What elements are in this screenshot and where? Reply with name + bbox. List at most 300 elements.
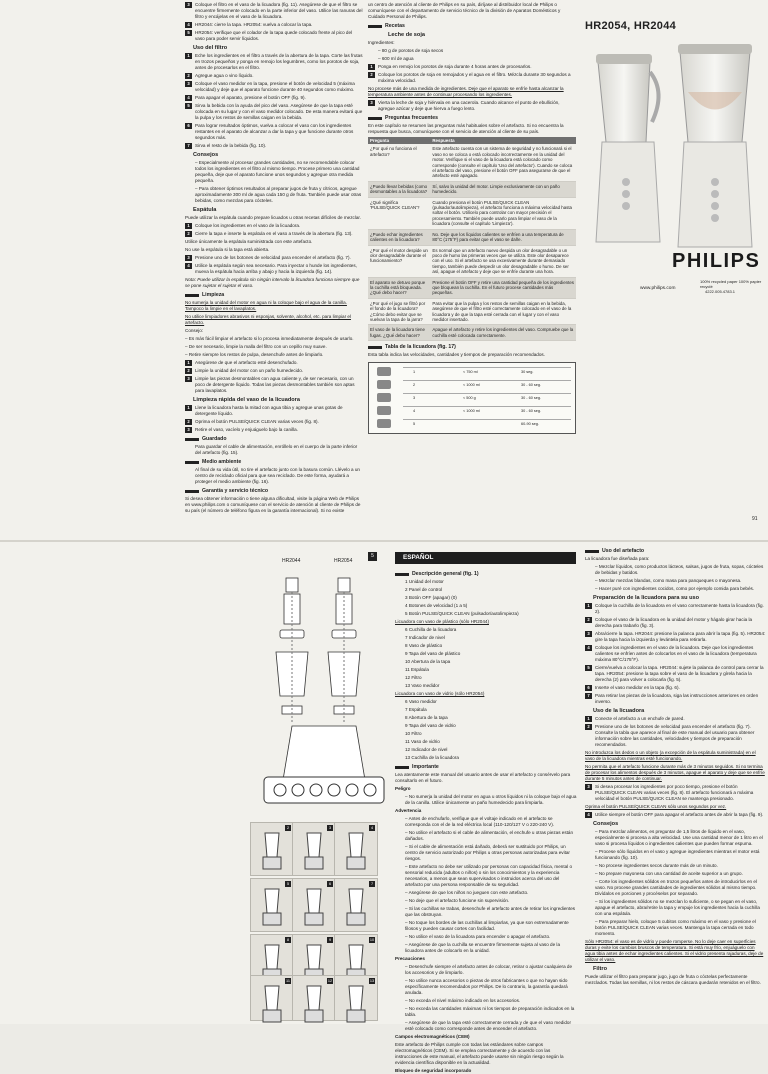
step-text: HR2044: cierre la tapa. HR2054: vuelva a colocar la tapa. (195, 22, 313, 27)
guardado-text: Para guardar el cable de alimentación, enróllelo en el cuerpo de la parte inferior del artefacto (fig. 15). (195, 444, 358, 455)
step-number: 4 (585, 812, 592, 818)
list-item-text: 12 Filtro (405, 675, 422, 680)
list-item (405, 579, 577, 585)
step-number: 1 (585, 603, 592, 609)
website-url: www.philips.com (640, 286, 676, 291)
list-item (405, 942, 577, 954)
figure-number: 2 (286, 826, 290, 830)
figure-thumbnail (334, 975, 378, 1021)
list-item (405, 890, 577, 896)
uso-licuadora-heading: Uso de la licuadora (593, 708, 645, 714)
cem-text: Este artefacto de Philips cumple con todas las estándares sobre campos electromagnéticos (CEM). Si se emplea correctamente y de acuerdo con las instrucciones de este manual, el artefacto puede usarse sin ningún riesgo según la evidencia científica disponible en la actualidad. (395, 1042, 564, 1065)
list-item (185, 336, 363, 342)
faq-answer: Cuando presiona el botón PULSE/QUICK CLEAN (pulsador/autolimpieza), el artefacto funciona a máxima velocidad hasta soltar el botón. Utilícelo para controlar con mayor precisión el procesamiento. También puede usarlo para limpiar el vaso de la licuadora (consulte el capítulo 'Limpieza'). (430, 197, 576, 229)
list-item (405, 998, 577, 1004)
table-row (403, 367, 571, 377)
faq-question: ¿Puedo echar ingredientes calientes en la licuadora? (368, 229, 430, 245)
step-item (585, 812, 766, 818)
bullet-icon: – (595, 879, 599, 884)
step-item (185, 53, 363, 71)
list-item-text: Desenchufe siempre el artefacto antes de colocar, retirar o ajustar cualquiera de los accesorios y de limpiarlo. (405, 964, 573, 975)
list-item-text: 6 Vaso medidor (405, 699, 437, 704)
list-item (378, 56, 576, 62)
step-text: Coloque los porotos de soja en remojados y el agua en el filtro. Mézcla durante 30 segundos a máxima velocidad. (378, 72, 571, 83)
list-item (405, 1006, 577, 1018)
step-text: Asegúrese de que el artefacto esté desenchufado. (195, 360, 298, 365)
step-item (185, 368, 363, 374)
faq-intro: En este capítulo se resumen las preguntas más habituales sobre el artefacto. Si no encuentra la respuesta que busca, comuníquese con el servicio de atención al cliente de su país. (368, 123, 564, 134)
list-item-text: Asegúrese de que la tapa esté correctamente cerrada y de que el vaso medidor esté colocado como corresponde antes de encender el artefacto. (405, 1020, 571, 1031)
table-cell: 3 (413, 396, 416, 401)
table-row (403, 393, 571, 403)
list-item (185, 239, 363, 245)
list-item (405, 747, 577, 753)
ingredientes-label: Ingredientes: (368, 40, 395, 45)
list-item-text: No use la espátula si la tapa está abierta. (185, 247, 270, 252)
step-number: 3 (185, 2, 192, 8)
list-item (378, 48, 576, 54)
step-text: Llene la licuadora hasta la mitad con agua tibia y agregue unas gotas de detergente líquido. (195, 405, 343, 416)
list-item-text: 10 Filtro (405, 731, 422, 736)
consejos-heading: Consejos (193, 152, 219, 158)
figure-thumbnail (250, 975, 294, 1021)
rapida-heading: Limpieza rápida del vaso de la licuadora (193, 397, 300, 403)
step-number: 1 (185, 405, 192, 411)
table-cell: < 750 ml (463, 370, 478, 375)
step-item (585, 784, 766, 802)
bullet-icon: – (405, 942, 409, 947)
step-item (585, 645, 766, 663)
step-item (185, 376, 363, 394)
step-text: Para lograr resultados óptimos, vuelva a colocar el vaso con los ingredientes restantes en el aparato de alcanzar a dar la tapa y que funcione durante otros segundos más. (195, 123, 354, 140)
list-item-text: No toque los bordes de las cuchillas al limpiarlas, ya que son extremadamente filosos y pueden causar cortes con facilidad. (405, 920, 569, 931)
bullet-icon: – (378, 48, 382, 53)
list-item-text: 8 Vaso de plástico (405, 643, 443, 648)
list-item-text: 2 Panel de control (405, 587, 443, 592)
step-text: Presione uno de los botones de velocidad para encender el artefacto (fig. 7). Consulte la tabla que aparece al final de este manual del usuario para obtener información sobre las cantidades, velocidades y tiempos de preparación recomendados. (595, 724, 755, 747)
list-item-text: 6 Cuchilla de la licuadora (405, 627, 457, 632)
step-item (185, 123, 363, 141)
list-item (185, 247, 363, 253)
pulse-note: Oprima el botón PULSE/QUICK CLEAN sólo unos segundos por vez. (585, 804, 727, 809)
list-item-text: 3 Botón OFF (apagar) (0) (405, 595, 457, 600)
list-item (405, 643, 577, 649)
list-item-text: Mezclar mezclas blandas, como masa para panqueques o mayonesa. (598, 578, 742, 583)
list-item-text: Especialmente al procesar grandes cantidades, no se recomendable colocar todos los ingredientes en el filtro al mismo tiempo. Procese primero una cantidad pequeña, deje que el aparato funcione unos segundos y agregue otra medida pequeña. (195, 160, 360, 183)
step-text: Si desea procesar los ingredientes por poco tiempo, presione el botón PULSE/QUICK CLEAN varias veces (fig. 8). El artefacto funcionará a máxima velocidad el botón PULSE/QUICK CLEAN se mantenga presionado. (595, 784, 754, 801)
step-item (185, 143, 363, 149)
leche-heading: Leche de soja (388, 32, 425, 38)
bullet-icon: – (595, 849, 599, 854)
list-item-text: 9 Tapa del vaso de plástico (405, 651, 461, 656)
tabla-heading: Tabla de la licuadora (fig. 17) (368, 344, 576, 350)
figure-number: 7 (370, 882, 374, 886)
faq-answer: Para evitar que la pulpa y los restos de semillas caigan en la bebida, asegúrese de que el filtro esté correctamente colocado en el vaso de la licuadora y de que la tapa esté cerrada con el lugar y con el vaso medidor insertado. (430, 298, 576, 325)
consejos-heading-2: Consejos (593, 821, 619, 827)
bullet-icon: – (195, 186, 199, 191)
tabla-intro: Esta tabla indica las velocidades, cantidades y tiempos de preparación recomendados. (368, 352, 545, 358)
list-item (405, 715, 577, 721)
list-item (595, 899, 766, 917)
list-item-text: No utilice el vaso de la licuadora para encender o apagar el artefacto. (408, 934, 551, 939)
bullet-icon: – (595, 863, 599, 868)
bullet-icon: – (378, 56, 382, 61)
step-text: Inserte el vaso medidor en la tapa (fig. 6). (595, 685, 680, 690)
list-item (405, 816, 577, 828)
list-item (195, 160, 363, 184)
table-cell: 4 (413, 409, 416, 414)
document-code: 4222.005.4783.1 (705, 289, 736, 294)
list-item-text: Para preparar hielo, coloque 5 cubitos como máximo en el vaso y presione el botón PULSE/QUICK CLEAN varias veces. Mantenga la tapa cerrada en todo momento. (595, 919, 756, 936)
bullet-icon: – (595, 564, 599, 569)
step-number: 3 (185, 427, 192, 433)
table-cell: 60-90 seg. (521, 422, 539, 427)
list-item (405, 978, 577, 996)
step-text: Coloque la cuchilla de la licuadora en el vaso correctamente hasta la licuadora (fig. 2). (595, 603, 764, 614)
step-text: Sirva la bebida con la ayuda del pico del vaso. Asegúrese de que la tapa esté colocada en su lugar y con el vaso medidor colocado. De esta manera evitará que la pulpa y los restos de semillas caigan en la bebida. (195, 103, 363, 120)
bullet-icon: – (405, 934, 409, 939)
step-number: 5 (585, 665, 592, 671)
list-item (405, 587, 577, 593)
vaso-vidrio-heading: Licuadora con vaso de vidrio (sólo HR2054) (395, 691, 485, 696)
figure-thumbnail (250, 878, 294, 932)
list-item-text: Si el cable de alimentación está dañado, deberá ser sustituido por Philips, un centro de servicio autorizado por Philips u otras personas autorizadas para evitar riesgos. (405, 844, 570, 861)
list-item (405, 906, 577, 918)
table-cell: < 1000 ml (463, 383, 480, 388)
step-number: 4 (185, 22, 192, 28)
step-number: 7 (185, 143, 192, 149)
list-item (595, 863, 766, 869)
faq-question: ¿Por qué no funciona el artefacto? (368, 144, 430, 181)
bullet-icon: – (595, 829, 599, 834)
table-row (368, 197, 576, 229)
step-number: 1 (185, 360, 192, 366)
figure-number: 3 (328, 826, 332, 830)
list-item (405, 595, 577, 601)
step-number: 2 (368, 72, 375, 78)
list-item (595, 586, 766, 592)
bullet-icon: – (185, 352, 189, 357)
model-title: HR2054, HR2044 (585, 20, 677, 32)
faq-header-question: Pregunta (368, 137, 430, 144)
bullet-icon: – (405, 864, 409, 869)
list-item (405, 659, 577, 665)
bullet-icon: – (405, 906, 409, 911)
step-item (185, 360, 363, 366)
figure-number: 5 (286, 882, 290, 886)
step-item (185, 223, 363, 229)
list-item-text: Si las cuchillas se trabas, desenchufe el artefacto antes de retirar los ingredientes que las obstruyan. (405, 906, 576, 917)
faq-question: ¿Por qué el jugo se filtró por el fondo de la licuadora? ¿Cómo debo evitar que se vuelvan la tapa de la jarra? (368, 298, 430, 325)
step-text: HR2054: verifique que el colador de la tapa quede colocado frente al pico del vaso para poder servir líquidos. (195, 30, 353, 41)
recycle-note: 100% recycled paper 100% papier recyclé (700, 279, 762, 289)
list-item-text: Corte los ingredientes sólidos en trozos pequeños antes de introducirlos en el vaso. No procese grandes cantidades de ingredientes sólidos al mismo tiempo. Divídalos en porciones y procéselos por separado. (595, 879, 757, 896)
step-text: Utilice siempre el botón OFF para apagar el artefacto antes de abrir la tapa (fig. 9). (595, 812, 764, 817)
recetas-heading: Recetas (368, 23, 576, 29)
medio-ambiente-text: Al final de su vida útil, no tire el artefacto junto con la basura común. Llévelo a un centro de reciclado oficial para que sea reciclado. De este forma, ayudará a proteger el medio ambiente (fig. 16). (195, 467, 360, 484)
step-item (585, 716, 766, 722)
faq-answer: Sí, salvo la unidad del motor. Limpie exclusivamente con un paño humedecido. (430, 181, 576, 197)
step-item (185, 231, 363, 237)
faq-question: ¿Qué significa 'PULSE/QUICK CLEAN'? (368, 197, 430, 229)
step-item (585, 617, 766, 629)
faq-answer: Presione el botón OFF y retire una cantidad pequeña de los ingredientes que bloquean la cuchilla. En el futuro procese cantidades más pequeñas. (430, 277, 576, 298)
step-number: 2 (185, 419, 192, 425)
list-item (405, 864, 577, 888)
step-item (185, 103, 363, 121)
blender-product-photo (580, 32, 766, 272)
step-text: Presione uno de los botones de velocidad para encender el artefacto (fig. 7). (195, 255, 351, 260)
list-item-text: Utilice únicamente la espátula suministrada con este artefacto. (185, 239, 313, 244)
step-number: 3 (585, 784, 592, 790)
step-text: Coloque el vaso medidor en la tapa, presione el botón de velocidad 5 (máxima velocidad) y deje que el aparato funcione durante 40 segundos como máximo. (195, 81, 355, 92)
prep-heading: Preparación de la licuadora para su uso (593, 595, 700, 601)
step-number: 2 (185, 231, 192, 237)
diagram-label-hr2054: HR2054 (334, 558, 353, 564)
table-row (403, 419, 571, 429)
step-item (585, 631, 766, 643)
figure-number: 11 (286, 979, 290, 983)
step-item (185, 73, 363, 79)
bullet-icon: – (595, 871, 599, 876)
step-item (185, 81, 363, 93)
bullet-icon: – (405, 890, 409, 895)
espanol-banner: ESPAÑOL (395, 552, 576, 564)
step-item (185, 427, 363, 433)
bullet-icon: – (595, 578, 599, 583)
table-cell: < 1000 ml (463, 409, 480, 414)
blender-table-figure (368, 362, 576, 434)
step-number: 4 (585, 645, 592, 651)
table-cell: 30 - 60 seg. (521, 409, 542, 414)
table-cell: 30 - 60 seg. (521, 383, 542, 388)
step-item (368, 64, 576, 70)
step-number: 4 (185, 95, 192, 101)
step-item (185, 2, 363, 20)
figure-thumbnail (292, 878, 336, 932)
list-item (405, 675, 577, 681)
step-text: Cierre la tapa e inserte la espátula en el vaso a través de la abertura (fig. 13). (195, 231, 353, 236)
bullet-icon: – (405, 964, 409, 969)
list-item-text: Procese sólo líquidos en el vaso y agregue ingredientes mientras el motor está funcionando (fig. 10). (595, 849, 760, 860)
step-item (185, 95, 363, 101)
list-item (405, 844, 577, 862)
faq-question: El aparato se detuvo porque la cuchilla está bloqueada. ¿Qué debo hacer? (368, 277, 430, 298)
list-item-text: 10 Abertura de la tapa (405, 659, 451, 664)
espatula-heading: Espátula (193, 207, 217, 213)
faq-answer: No. Deje que los líquidos calientes se enfríen a una temperatura de 80°C (175°F) para evitar que el vaso se dañe. (430, 229, 576, 245)
advertencia-heading: Advertencia (395, 808, 422, 813)
list-item (405, 699, 577, 705)
list-item-text: Hacer puré con ingredientes cocidos, como por ejemplo comida para bebés. (598, 586, 755, 591)
faq-table (368, 137, 576, 341)
section-number-badge: 5 (368, 552, 377, 561)
table-cell: 30 seg. (521, 370, 534, 375)
bullet-icon: – (405, 998, 409, 1003)
list-item-text: Para obtener óptimos resultados al preparar jugos de fruta y cítricos, agregue aproximadamente 300 ml de agua cada 150 g de fruta. También puede usar otras bebidas, como mezclas para cócteles. (195, 186, 362, 203)
list-item (405, 739, 577, 745)
step-number: 1 (585, 716, 592, 722)
list-item (405, 830, 577, 842)
limpieza-heading: Limpieza (185, 292, 363, 298)
step-text: Coloque los ingredientes en el vaso de la licuadora. Deje que los ingredientes calientes se enfríen antes de colocarlos en el vaso de la licuadora (temperatura máxima 80°C/175°F). (595, 645, 757, 662)
limpieza-consejo-label: Consejo: (185, 328, 204, 333)
list-item (405, 731, 577, 737)
list-item (405, 755, 577, 761)
table-row (368, 325, 576, 341)
list-item (185, 352, 363, 358)
figure-thumbnail (292, 975, 336, 1021)
filtro-heading: Uso del filtro (193, 45, 228, 51)
step-text: Para apagar el aparato, presione el botón OFF (fig. 9). (195, 95, 306, 100)
list-item-text: No exceda las cantidades máximas ni los tiempos de preparación indicados en la tabla. (405, 1006, 575, 1017)
list-item (405, 794, 577, 806)
list-item-text: No utilice nunca accesorios o piezas de otros fabricantes o que no hayan sido específicamente recomendados por Philips. De lo contrario, la garantía quedará anulada. (405, 978, 568, 995)
descripcion-heading: Descripción general (fig. 1) (395, 571, 577, 577)
exploded-diagram (262, 556, 392, 796)
step-item (185, 255, 363, 261)
list-item-text: 13 Vaso medidor (405, 683, 440, 688)
figure-number: 12 (327, 979, 333, 983)
step-text: Eche los ingredientes en el filtro a través de la abertura de la tapa. Corte las frutas en trozos pequeños y ponga en remojo los legumbres, como los porotos de soja, antes de procesarlos en el filtro. (195, 53, 363, 70)
step-text: Conecte el artefacto a un enchufe de pared. (595, 716, 685, 721)
step-item (185, 405, 363, 417)
step-text: Para retirar las piezas de la licuadora, siga las instrucciones anteriores en orden inverso. (595, 693, 759, 704)
step-item (185, 263, 363, 275)
step-item (585, 603, 766, 615)
step-text: Abra/cierre la tapa. HR2044: presione la palanca para abrir la tapa (fig. 5). HR2054: gire la tapa hacia la izquierda y levántela para retirarla. (595, 631, 766, 642)
list-item (405, 667, 577, 673)
faq-heading: Preguntas frecuentes (368, 115, 576, 121)
list-item (595, 578, 766, 584)
bullet-icon: – (405, 898, 409, 903)
figure-thumbnail (292, 822, 336, 876)
step-text: Agregue agua o vino líquido. (195, 73, 254, 78)
step-item (185, 419, 363, 425)
faq-question: El vaso de la licuadora tiene fugas. ¿Qué debo hacer? (368, 325, 430, 341)
figure-number: 4 (370, 826, 374, 830)
step-number: 6 (185, 123, 192, 129)
step-item (585, 665, 766, 683)
table-row (368, 229, 576, 245)
bloqueo-heading: Bloqueo de seguridad incorporado (395, 1068, 472, 1073)
uso-warning-2: No permita que el artefacto funcione durante más de 3 minutos seguidos. Si no termina de procesar los alimentos después de 3 minutos, apague el aparato y deje que se enfríe durante 5 minutos antes de continuar. (585, 764, 765, 781)
instructions-column-2 (368, 2, 576, 522)
importante-text: Lea atentamente este manual del usuario antes de usar el artefacto y consérvelo para consultarlo en el futuro. (395, 772, 571, 783)
list-item-text: 7 Espátula (405, 707, 427, 712)
bullet-icon: – (405, 830, 409, 835)
step-text: Coloque el filtro en el vaso de la licuadora (fig. 11). Asegúrese de que el filtro se encuentre firmemente colocado en la parte inferior del vaso. Utilice las ranuras del filtro y encájelas en el vaso de la licuadora. (195, 2, 363, 19)
list-item (405, 683, 577, 689)
list-item-text: 9 Tapa del vaso de vidrio (405, 723, 456, 728)
step-text: Retire el vaso, vacíelo y enjuáguelo bajo la canilla. (195, 427, 298, 432)
list-item (595, 564, 766, 576)
list-item-text: 7 Indicador de nivel (405, 635, 445, 640)
list-item (405, 964, 577, 976)
faq-question: ¿Por qué el motor despide un olor desagradable durante el funcionamiento? (368, 245, 430, 277)
list-item (185, 344, 363, 350)
list-item (595, 871, 766, 877)
limpieza-warning-2: No utilice limpiadores abrasivos ni esponjas, solvente, alcohol, etc. para limpiar el artefacto. (185, 314, 351, 325)
list-item (405, 603, 577, 609)
list-item (405, 707, 577, 713)
bullet-icon: – (405, 920, 409, 925)
figure-number: 6 (328, 882, 332, 886)
figure-thumbnail (250, 822, 294, 876)
figure-number: 10 (369, 938, 375, 942)
step-text: Limpie las piezas desmontables con agua caliente y, de ser necesario, con un poco de detergente líquido. Todas las piezas desmontables también son aptas para lavaplatos. (195, 376, 355, 393)
bullet-icon: – (595, 586, 599, 591)
table-row (368, 181, 576, 197)
list-item (595, 829, 766, 847)
list-item-text: 5 Botón PULSE/QUICK CLEAN (pulsador/autolimpieza) (405, 611, 519, 616)
service-intro: un centro de atención al cliente de Philips en su país, diríjase al distribuidor local de Philips o comuníquese con el departamento de servicio técnico de la división de Aparatos Domésticos y Cuidado Personal de Philips. (368, 2, 561, 19)
step-item (368, 72, 576, 84)
garantia-heading: Garantía y servicio técnico (185, 488, 363, 494)
step-number: 2 (185, 368, 192, 374)
step-number: 3 (185, 255, 192, 261)
list-item-text: Si los ingredientes sólidos no se mezclan lo suficiente, o se pegan en el vaso, apague el artefacto, abra/retire la tapa y empuje los ingredientes hacia la cuchilla con una espátula. (595, 899, 760, 916)
list-item-text: Para mezclar alimentos, es preguntar de 1,5 litros de líquido en el vaso, especialmente si procesa a alta velocidad. Use una cantidad menor de 1 litro en el vaso si procesa líquidos o ingredientes calientes que pueden formar espuma. (595, 829, 763, 846)
list-item-text: No utilice el artefacto si el cable de alimentación, el enchufe u otras piezas están dañados. (405, 830, 574, 841)
step-number: 1 (185, 53, 192, 59)
step-item (185, 22, 363, 28)
list-item (595, 849, 766, 861)
table-row (368, 277, 576, 298)
step-text: Coloque los ingredientes en el vaso de la licuadora. (195, 223, 301, 228)
bullet-icon: – (185, 344, 189, 349)
step-number: 7 (585, 693, 592, 699)
list-item (595, 919, 766, 937)
vaso-plastico-heading: Licuadora con vaso de plástico (sólo HR2044) (395, 619, 489, 624)
bullet-icon: – (595, 919, 599, 924)
list-item-text: Antes de enchufarlo, verifique que el voltaje indicado en el artefacto se corresponda con el de la red eléctrica local (110-120/127 V o 220-240 V). (405, 816, 555, 827)
table-cell: 2 (413, 383, 416, 388)
table-cell: 5 (413, 422, 416, 427)
list-item-text: Asegúrese de que los niños no jueguen con este artefacto. (408, 890, 529, 895)
list-item-text: 11 Espátula (405, 667, 429, 672)
step-number: 3 (185, 376, 192, 382)
list-item-text: 4 Botones de velocidad (1 a 5) (405, 603, 468, 608)
list-item-text: No procese ingredientes secos durante más de un minuto. (598, 863, 718, 868)
list-item-text: Es más fácil limpiar el artefacto si lo procesa inmediatamente después de usarlo. (188, 336, 354, 341)
precauciones-heading: Precauciones (395, 956, 425, 961)
list-item (405, 611, 577, 617)
list-item (405, 651, 577, 657)
faq-answer: Apague el artefacto y retire los ingredientes del vaso. Compruebe que la cuchilla esté colocada correctamente. (430, 325, 576, 341)
diagram-label-hr2044: HR2044 (282, 558, 301, 564)
blender-icons (371, 364, 401, 432)
faq-answer: Este artefacto cuenta con un sistema de seguridad y no funcionará si el vaso no se coloca o está colocado incorrectamente en la unidad del motor. Verifique si el vaso de la licuadora está colocado como corresponde (consulte el capítulo 'Uso del artefacto'). Cuando se coloca el artefacto del vaso, presione el botón OFF para asegurarse de que el artefacto esté apagado. (430, 144, 576, 181)
list-item (195, 186, 363, 204)
step-number: 1 (368, 64, 375, 70)
faq-answer: Es normal que un artefacto nuevo despida un olor desagradable o un poco de humo las primeras veces que se utiliza. Este olor desaparece con el uso. Si el artefacto se usa excesivamente durante demasiado tiempo, también puede despedir un olor desagradable o humo. De ser así, apague el artefacto y deje que se enfríe durante una hora. (430, 245, 576, 277)
uso-warning: No introduzca los dedos o un objeto (a excepción de la espátula suministrada) en el vaso de la licuadora mientras esté funcionando. (585, 750, 756, 761)
step-text: Ponga en remojo los porotos de soja durante 4 horas antes de procesarlos. (378, 64, 532, 69)
list-item-text: No deje que el artefacto funcione sin supervisión. (408, 898, 510, 903)
table-cell: 30 - 60 seg. (521, 396, 542, 401)
table-row (403, 406, 571, 416)
step-item (585, 685, 766, 691)
bullet-icon: – (405, 1006, 409, 1011)
list-item-text: 11 Vaso de vidrio (405, 739, 440, 744)
bullet-icon: – (405, 978, 409, 983)
leche-warning: No procese más de una medida de ingredientes. Deje que el aparato se enfríe hasta alcanzar la temperatura ambiente antes de continuar procesando los ingredientes. (368, 86, 564, 97)
bullet-icon: – (405, 844, 409, 849)
figure-thumbnail (334, 822, 378, 876)
list-item-text: 600 ml de agua (381, 56, 414, 61)
uso-intro: La licuadora fue diseñada para: (585, 556, 650, 561)
